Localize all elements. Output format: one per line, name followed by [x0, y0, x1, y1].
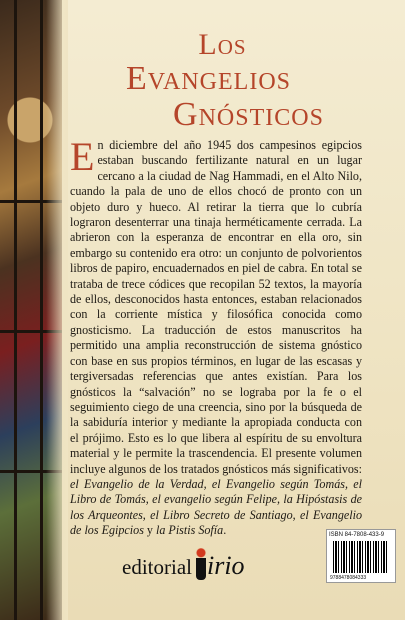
publisher-logo — [122, 546, 245, 581]
synopsis-paragraph: n diciembre del año 1945 dos campesinos egipcios estaban buscando fertilizante natural en un lugar cercano a la ciudad de Nag Hammadi, en el Alto Nilo, cuando la pala de uno de ellos chocó de pronto con un objeto duro y hueco. Al retirar la tierra que lo cubría lograron desenterrar una tinaja herméticamente cerrada. La abrieron con la esperanza de encontrar en ella oro, sin embargo su contenido era otro: un conjunto de polvorientos libros de papiro, encuadernados en piel de cabra. En total se trataba de trece códices que recopilan 52 textos, la mayoría de ellos, desconocidos hasta entonces, estaban relacionados con la corriente mística y filosófica conocida como gnosticismo. La traducción de estos manuscritos ha permitido una amplia reconstrucción de sistema gnóstico con base en sus propios términos, en lugar de las escasas y tergiversadas referencias que antes existían. Para los gnósticos la “salvación” no se lograba por la fe o el seguimiento ciego de una creencia, sino por la búsqueda de la sabiduría interior y mediante la apropiada conducta con el prójimo. Esto es lo que libera al espíritu de su envoltura material y le permite la trascendencia. El presente volumen incluye algunos de los tratados gnósticos más significativos: — [70, 138, 362, 476]
publisher-word: editorial — [122, 555, 192, 579]
isbn-text: ISBN 84-7808-433-9 — [329, 532, 385, 538]
drop-cap: E — [70, 134, 95, 179]
works-last: la Pistis Sofía — [156, 523, 224, 538]
title-line-1: Los — [198, 28, 247, 61]
barcode-number: 9788478084333 — [330, 575, 367, 581]
barcode-label — [326, 529, 396, 583]
barcode-icon — [333, 541, 389, 573]
works-end: . — [223, 523, 227, 538]
book-title — [0, 30, 405, 132]
sirio-s-icon — [196, 546, 206, 580]
synopsis-text — [70, 134, 362, 539]
title-line-3: Gnósticos — [173, 96, 324, 133]
works-list: el Evangelio de la Verdad, el Evangelio según Tomás, el Libro de Tomás, el evangelio según Felipe, la Hipóstasis de los Arqueontes, el Libro Secreto de Santiago, el Evangelio de los Egipcios — [70, 476, 362, 538]
publisher-brand: irio — [206, 551, 245, 580]
works-join: y — [143, 523, 156, 538]
title-line-2: Evangelios — [126, 60, 291, 97]
